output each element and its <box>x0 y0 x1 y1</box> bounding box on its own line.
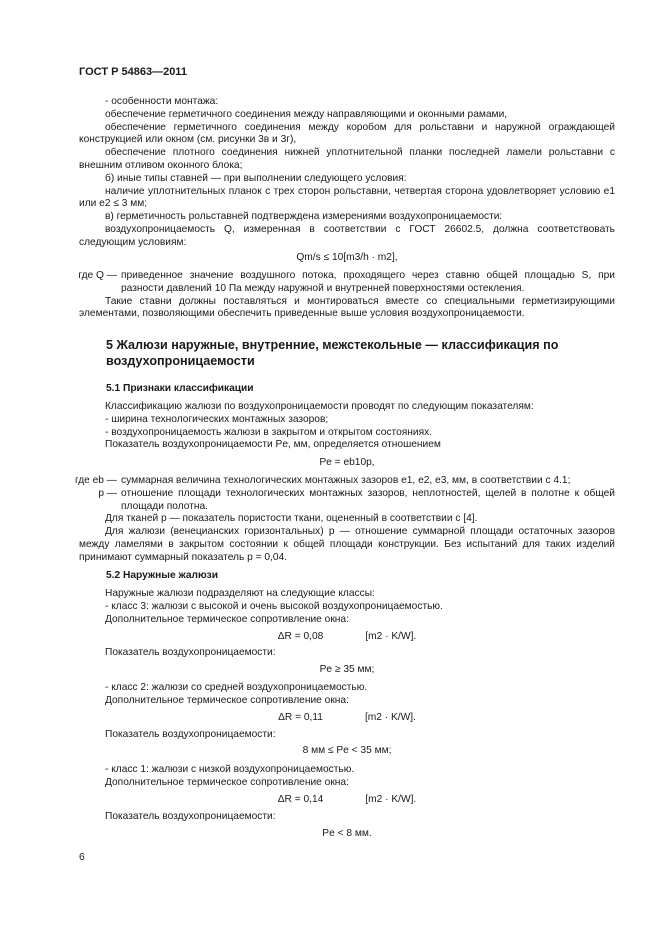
formula-text: Pe = eb10p, <box>319 457 375 468</box>
formula-text: ΔR = 0,11 <box>278 712 323 723</box>
formula-text: ΔR = 0,08 <box>277 631 324 642</box>
formula-text: Pe < 8 мм. <box>322 828 372 839</box>
formula-r1 <box>79 794 615 807</box>
paragraph: Такие ставни должны поставляться и монтироваться вместе со специальными герметизирующими элементами, позволяющими обеспечить приведенные выше условия воздухопроницаемости. <box>79 295 615 320</box>
paragraph: б) иные типы ставней — при выполнении следующего условия: <box>105 172 407 184</box>
formula-pe <box>79 457 615 470</box>
paragraph: - ширина технологических монтажных зазоров; <box>105 413 329 425</box>
formula-q <box>79 252 615 265</box>
formula-r3 <box>79 631 615 644</box>
paragraph: наличие уплотнительных планок с трех сторон рольставни, четвертая сторона удовлетворяет условию e1 или e2 ≤ 3 мм; <box>79 185 615 210</box>
paragraph: - особенности монтажа: <box>105 96 219 107</box>
where-q <box>79 270 615 321</box>
paragraph: - класс 3: жалюзи с высокой и очень высокой воздухопроницаемостью. <box>105 600 443 612</box>
paragraph: - воздухопроницаемость жалюзи в закрытом и открытом состояниях. <box>105 426 433 438</box>
paragraph: Дополнительное термическое сопротивление окна: <box>105 613 349 625</box>
section-5-heading <box>79 338 615 369</box>
page-number: 6 <box>79 852 85 863</box>
paragraph: в) герметичность рольставней подтверждена измерениями воздухопроницаемости: <box>105 211 503 223</box>
paragraph: Показатель воздухопроницаемости: <box>105 729 276 740</box>
subsection-5-2 <box>79 570 615 583</box>
where-value: отношение площади технологических монтажных зазоров, неплотностей, щелей в полотне к общей площади полотна. <box>121 487 615 512</box>
where-key: p — <box>98 487 117 499</box>
class-3-indicator <box>79 647 615 660</box>
formula-unit: [m2 · K/W]. <box>365 794 417 805</box>
paragraph: - класс 2: жалюзи со средней воздухопроницаемостью. <box>105 682 368 693</box>
where-key: где Q — <box>78 270 117 281</box>
paragraph: Показатель воздухопроницаемости: <box>105 811 276 822</box>
paragraph: воздухопроницаемость Q, измеренная в соответствии с ГОСТ 26602.5, должна соответствовать следующим условиям: <box>79 223 615 248</box>
paragraph: Дополнительное термическое сопротивление окна: <box>105 694 349 706</box>
formula-unit: [m2 · K/W]. <box>365 631 417 642</box>
where-eb <box>74 475 615 565</box>
class-2-indicator <box>79 729 615 742</box>
paragraph: обеспечение плотного соединения нижней уплотнительной планки последней ламели рольставни с внешним отливом оконного блока; <box>79 147 615 171</box>
formula-pe2 <box>79 745 615 758</box>
formula-pe1 <box>79 828 615 841</box>
where-value: суммарная величина технологических монтажных зазоров e1, e2, e3, мм, в соответствии с 4.1; <box>121 475 571 486</box>
section-title: 5 Жалюзи наружные, внутренние, межстекольные — классификация по воздухопроницаемости <box>106 338 559 368</box>
subsection-title: 5.2 Наружные жалюзи <box>106 570 218 581</box>
paragraph: Классификацию жалюзи по воздухопроницаемости проводят по следующим показателям: <box>105 401 534 412</box>
class-1-indicator <box>79 811 615 824</box>
formula-unit: [m2 · K/W]. <box>364 712 416 723</box>
paragraph: Для жалюзи (венецианских горизонтальных) p — отношение суммарной площади остаточных зазоров между ламелями в закрытом состоянии к общей площади конструкции. Без испытаний для таких изделий принимают суммарный показатель p = 0,04. <box>79 526 615 563</box>
paragraph: Дополнительное термическое сопротивление окна: <box>105 776 349 788</box>
formula-text: 8 мм ≤ Pe < 35 мм; <box>302 745 392 756</box>
formula-r2 <box>79 712 615 725</box>
subsection-5-1 <box>79 383 615 396</box>
formula-pe3 <box>79 664 615 677</box>
where-key: где eb — <box>74 475 117 486</box>
paragraph: обеспечение герметичного соединения между коробом для рольставни и наружной ограждающей конструкцией или окном (см. рисунки 3в и 3г), <box>79 121 615 146</box>
formula-text: ΔR = 0,14 <box>277 794 324 805</box>
paragraph: обеспечение герметичного соединения между направляющими и оконными рамами, <box>105 108 508 120</box>
formula-text: Qm/s ≤ 10[m3/h · m2], <box>296 252 398 263</box>
class-3 <box>79 588 615 626</box>
classification-list <box>79 401 615 452</box>
formula-text: Pe ≥ 35 мм; <box>319 664 375 675</box>
paragraph: Наружные жалюзи подразделяют на следующие классы: <box>105 588 375 599</box>
paragraph: Для тканей p — показатель пористости ткани, оцененный в соответствии с [4]. <box>105 513 478 525</box>
standard-header: ГОСТ Р 54863—2011 <box>79 66 187 78</box>
shutters-section <box>79 96 615 250</box>
subsection-title: 5.1 Признаки классификации <box>106 383 254 394</box>
paragraph: Показатель воздухопроницаемости: <box>105 647 276 658</box>
class-1 <box>79 764 615 790</box>
class-2 <box>79 682 615 708</box>
where-value: приведенное значение воздушного потока, проходящего через ставню общей площадью S, при разности давлений 10 Па между наружной и внутренней поверхностями остекления. <box>121 270 615 294</box>
paragraph: - класс 1: жалюзи с низкой воздухопроницаемостью. <box>105 764 355 775</box>
paragraph: Показатель воздухопроницаемости Pe, мм, определяется отношением <box>105 439 441 451</box>
